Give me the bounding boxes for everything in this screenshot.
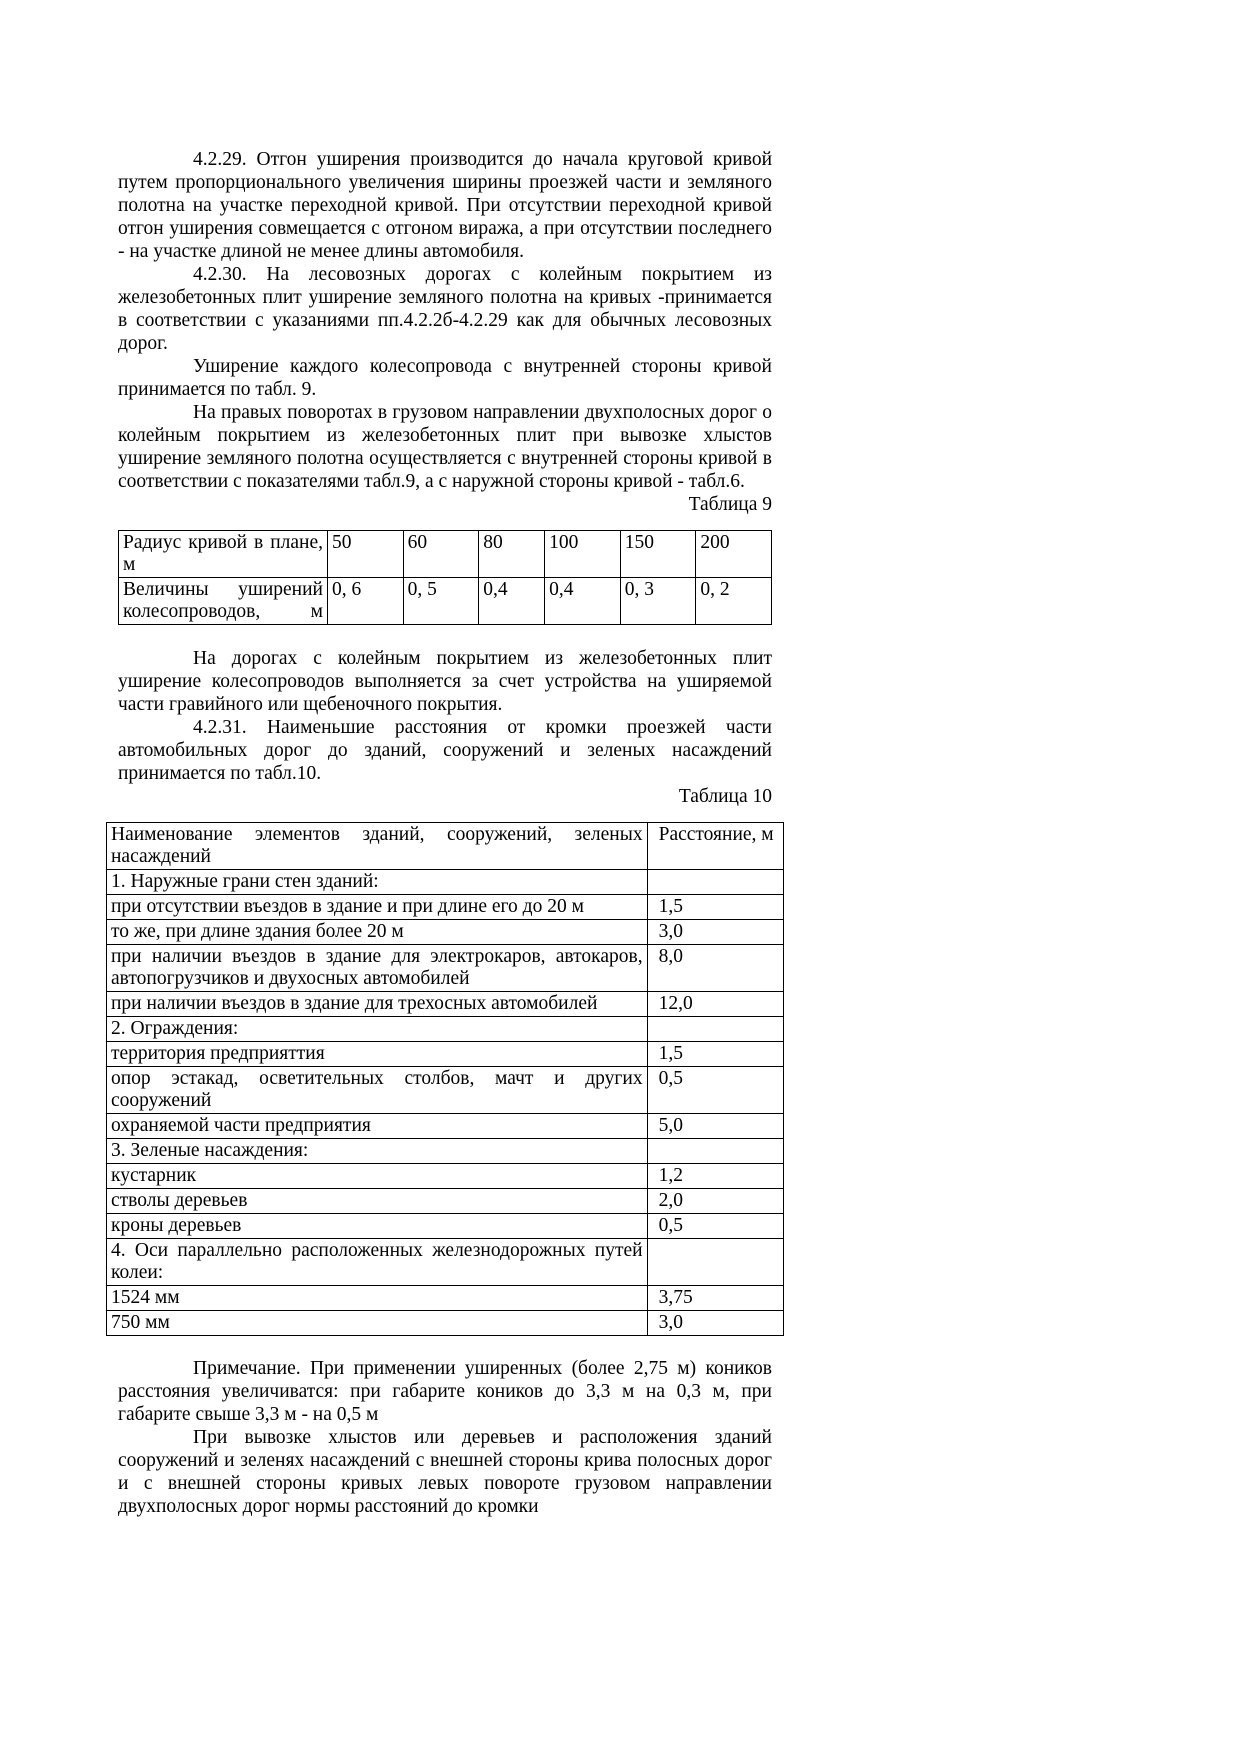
table-10-row-value: 3,75: [647, 1286, 783, 1311]
table-10-row: [107, 1017, 784, 1042]
table-9-cell: 50: [328, 531, 404, 578]
table-9-caption: Таблица 9: [688, 494, 772, 515]
paragraph-4-2-29: 4.2.29. Отгон уширения производится до начала круговой кривой путем пропорционального увеличения ширины проезжей части и земляного полотна на участке переходной кривой. При отсутствии переходной кривой отгон уширения совмещается с отгоном виража, а при отсутствии последнего - на участке длиной не менее длины автомобиля.: [118, 149, 772, 262]
table-10-row-name: при отсутствии въездов в здание и при длине его до 20 м: [107, 895, 648, 920]
table-10-row: [107, 945, 784, 992]
table-10-row-value: 1,2: [647, 1164, 783, 1189]
table-10-header-value: Расстояние, м: [647, 823, 783, 870]
table-9-cell: 150: [620, 531, 696, 578]
table-9-cell: 0, 5: [403, 578, 479, 625]
table-10-row-name: охраняемой части предприятия: [107, 1114, 648, 1139]
table-10-row-name: кроны деревьев: [107, 1214, 648, 1239]
table-10-row-name: 1. Наружные грани стен зданий:: [107, 870, 648, 895]
table-10-row-value: 8,0: [647, 945, 783, 992]
paragraphs-top: [118, 148, 772, 493]
table-10-row: [107, 1042, 784, 1067]
table-10-row-value: 3,0: [647, 920, 783, 945]
table-10-row: [107, 992, 784, 1017]
table-9-radius-label: Радиус кривой в плане, м: [119, 531, 328, 578]
table-9-cell: 0, 2: [696, 578, 772, 625]
paragraph-rail-roads: На дорогах с колейным покрытием из железобетонных плит уширение колесопроводов выполняется за счет устройства на уширяемой части гравийного или щебеночного покрытия.: [118, 648, 772, 715]
table-10-row-value: [647, 1239, 783, 1286]
table-9-cell: 0,4: [479, 578, 545, 625]
table-10-row: [107, 1239, 784, 1286]
paragraph-4-2-30: 4.2.30. На лесовозных дорогах с колейным покрытием из железобетонных плит уширение земляного полотна на кривых -принимается в соответствии с указаниями пп.4.2.2б-4.2.29 как для обычных лесовозных дорог.: [118, 264, 772, 354]
table-10-row: [107, 1164, 784, 1189]
table-10-row-name: 750 мм: [107, 1311, 648, 1336]
table-10-row-name: 4. Оси параллельно расположенных железнодорожных путей колеи:: [107, 1239, 648, 1286]
table-10-row: [107, 1114, 784, 1139]
paragraph-right-turns: На правых поворотах в грузовом направлении двухполосных дорог о колейным покрытием из железобетонных плит при вывозке хлыстов уширение земляного полотна осуществляется с внутренней стороны кривой в соответствии с показателями табл.9, а с наружной стороны кривой - табл.6.: [118, 402, 772, 492]
paragraph-hauling-logs: При вывозке хлыстов или деревьев и расположения зданий сооружений и зеленях насаждений с внешней стороны крива полосных дорог и с внешней стороны кривых левых повороте грузовом направлении двухполосных дорог нормы расстояний до кромки: [118, 1427, 772, 1517]
table-10-row-value: 0,5: [647, 1067, 783, 1114]
table-9-widening-label: Величины уширений колесопроводов, м: [119, 578, 328, 625]
table-10-row-name: при наличии въездов в здание для трехосных автомобилей: [107, 992, 648, 1017]
table-10-row-name: 3. Зеленые насаждения:: [107, 1139, 648, 1164]
table-10-row: [107, 1286, 784, 1311]
table-10-header-row: [107, 823, 784, 870]
table-10-header-name: Наименование элементов зданий, сооружений, зеленых насаждений: [107, 823, 648, 870]
table-9-cell: 0, 6: [328, 578, 404, 625]
document-page: [111, 148, 774, 1518]
table-10-row-value: 12,0: [647, 992, 783, 1017]
table-10-row-name: при наличии въездов в здание для электрокаров, автокаров, автопогрузчиков и двухосных автомобилей: [107, 945, 648, 992]
table-10-row-value: 1,5: [647, 1042, 783, 1067]
table-10-row-name: 1524 мм: [107, 1286, 648, 1311]
table-10-row: [107, 920, 784, 945]
table-9-cell: 60: [403, 531, 479, 578]
table-9-cell: 80: [479, 531, 545, 578]
table-10-row-name: 2. Ограждения:: [107, 1017, 648, 1042]
table-9-cell: 100: [545, 531, 621, 578]
paragraph-4-2-31: 4.2.31. Наименьшие расстояния от кромки проезжей части автомобильных дорог до зданий, сооружений и зеленых насаждений принимается по табл.10.: [118, 717, 772, 784]
paragraph-wheel-track-widening: Уширение каждого колесопровода с внутренней стороны кривой принимается по табл. 9.: [118, 356, 772, 400]
table-10-row-name: стволы деревьев: [107, 1189, 648, 1214]
table-10-row: [107, 870, 784, 895]
table-10-caption: Таблица 10: [678, 786, 772, 807]
table-10-row: [107, 1067, 784, 1114]
table-10-row: [107, 895, 784, 920]
table-10-row-value: 2,0: [647, 1189, 783, 1214]
table-10-row-name: территория предприяттия: [107, 1042, 648, 1067]
paragraphs-bottom: [118, 1357, 772, 1518]
table-10-row-name: то же, при длине здания более 20 м: [107, 920, 648, 945]
table-10-row-value: [647, 1017, 783, 1042]
table-10-row: [107, 1311, 784, 1336]
table-9-cell: 0,4: [545, 578, 621, 625]
table-9-row-radius: [119, 531, 772, 578]
table-10-row-value: 5,0: [647, 1114, 783, 1139]
table-10-row-value: [647, 870, 783, 895]
table-10-row: [107, 1189, 784, 1214]
table-10-row-value: 3,0: [647, 1311, 783, 1336]
table-10-row-name: кустарник: [107, 1164, 648, 1189]
table-9-cell: 200: [696, 531, 772, 578]
table-9-row-widening: [119, 578, 772, 625]
paragraph-note: Примечание. При применении уширенных (более 2,75 м) коников расстояния увеличиватся: при габарите коников до 3,3 м на 0,3 м, при габарите свыше 3,3 м - на 0,5 м: [118, 1358, 772, 1425]
table-9-cell: 0, 3: [620, 578, 696, 625]
table-10-row-value: [647, 1139, 783, 1164]
table-10-row-name: опор эстакад, осветительных столбов, мачт и других сооружений: [107, 1067, 648, 1114]
table-10: [106, 822, 784, 1336]
table-10-row-value: 1,5: [647, 895, 783, 920]
table-10-row: [107, 1214, 784, 1239]
table-10-row-value: 0,5: [647, 1214, 783, 1239]
paragraphs-mid: [118, 647, 772, 785]
table-10-row: [107, 1139, 784, 1164]
table-9: [118, 530, 772, 625]
